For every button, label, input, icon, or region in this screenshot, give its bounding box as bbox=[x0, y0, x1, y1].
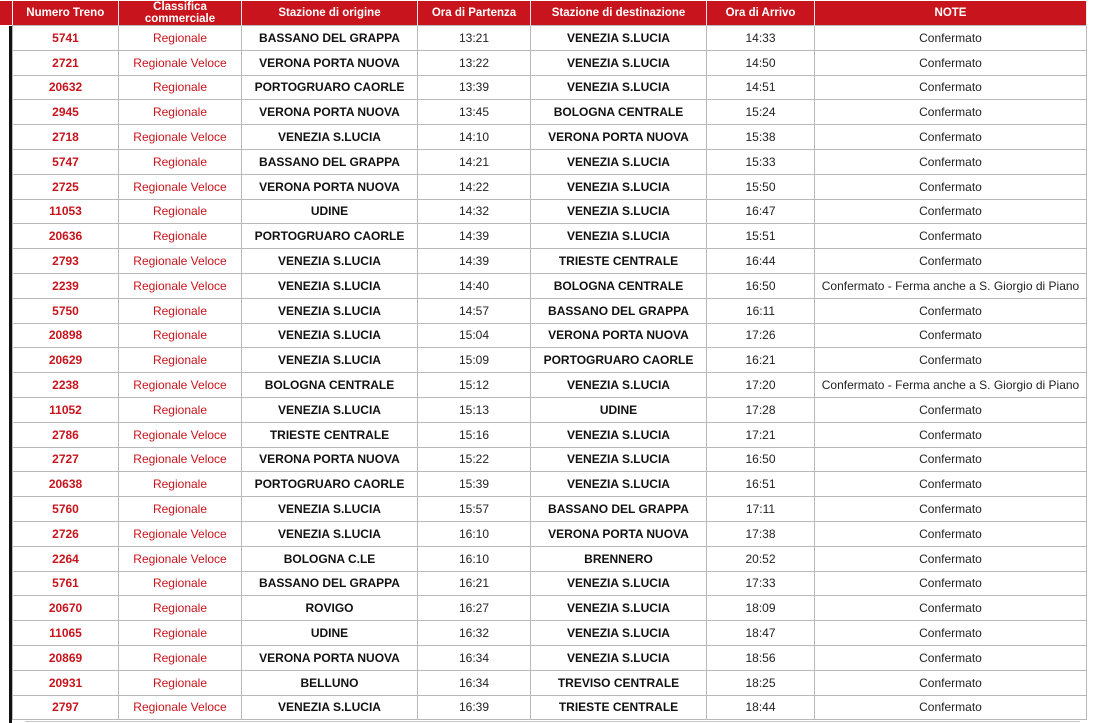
cell-commercial-class: Regionale Veloce bbox=[119, 521, 242, 546]
cell-commercial-class: Regionale bbox=[119, 596, 242, 621]
cell-origin-station: VENEZIA S.LUCIA bbox=[242, 348, 418, 373]
cell-destination-station: VENEZIA S.LUCIA bbox=[531, 621, 707, 646]
cell-departure-time: 13:22 bbox=[418, 50, 531, 75]
table-row[interactable] bbox=[13, 323, 1087, 348]
cell-origin-station: PORTOGRUARO CAORLE bbox=[242, 472, 418, 497]
cell-train-number: 11052 bbox=[13, 397, 119, 422]
cell-destination-station: VENEZIA S.LUCIA bbox=[531, 472, 707, 497]
cell-note: Confermato bbox=[815, 422, 1087, 447]
cell-departure-time: 13:45 bbox=[418, 100, 531, 125]
cell-arrival-time: 16:51 bbox=[707, 472, 815, 497]
cell-departure-time: 15:22 bbox=[418, 447, 531, 472]
cell-destination-station: VENEZIA S.LUCIA bbox=[531, 422, 707, 447]
table-row[interactable] bbox=[13, 174, 1087, 199]
cell-commercial-class: Regionale Veloce bbox=[119, 50, 242, 75]
cell-arrival-time: 16:47 bbox=[707, 199, 815, 224]
cell-commercial-class: Regionale bbox=[119, 348, 242, 373]
table-row[interactable] bbox=[13, 596, 1087, 621]
header-commercial-class[interactable]: Classifica commerciale bbox=[119, 1, 242, 26]
cell-origin-station: VENEZIA S.LUCIA bbox=[242, 521, 418, 546]
cell-departure-time: 14:57 bbox=[418, 298, 531, 323]
cell-departure-time: 15:04 bbox=[418, 323, 531, 348]
cell-destination-station: VENEZIA S.LUCIA bbox=[531, 26, 707, 51]
cell-origin-station: VENEZIA S.LUCIA bbox=[242, 397, 418, 422]
cell-origin-station: VERONA PORTA NUOVA bbox=[242, 100, 418, 125]
cell-commercial-class: Regionale bbox=[119, 497, 242, 522]
cell-train-number: 2945 bbox=[13, 100, 119, 125]
table-row[interactable] bbox=[13, 695, 1087, 720]
cell-origin-station: VENEZIA S.LUCIA bbox=[242, 695, 418, 720]
cell-train-number: 20869 bbox=[13, 645, 119, 670]
cell-departure-time: 15:13 bbox=[418, 397, 531, 422]
cell-train-number: 5747 bbox=[13, 149, 119, 174]
header-row bbox=[13, 1, 1087, 26]
cell-arrival-time: 16:50 bbox=[707, 447, 815, 472]
cell-arrival-time: 17:38 bbox=[707, 521, 815, 546]
cell-origin-station: UDINE bbox=[242, 199, 418, 224]
table-row[interactable] bbox=[13, 224, 1087, 249]
cell-commercial-class: Regionale bbox=[119, 75, 242, 100]
cell-commercial-class: Regionale bbox=[119, 199, 242, 224]
cell-train-number: 5750 bbox=[13, 298, 119, 323]
cell-departure-time: 15:12 bbox=[418, 373, 531, 398]
cell-commercial-class: Regionale Veloce bbox=[119, 373, 242, 398]
table-row[interactable] bbox=[13, 422, 1087, 447]
cell-origin-station: BASSANO DEL GRAPPA bbox=[242, 149, 418, 174]
cell-commercial-class: Regionale bbox=[119, 645, 242, 670]
cell-train-number: 20670 bbox=[13, 596, 119, 621]
header-arrival-time[interactable]: Ora di Arrivo bbox=[707, 1, 815, 26]
cell-train-number: 20636 bbox=[13, 224, 119, 249]
cell-train-number: 2721 bbox=[13, 50, 119, 75]
table-row[interactable] bbox=[13, 397, 1087, 422]
cell-train-number: 20629 bbox=[13, 348, 119, 373]
cell-note: Confermato bbox=[815, 348, 1087, 373]
cell-departure-time: 15:09 bbox=[418, 348, 531, 373]
cell-commercial-class: Regionale bbox=[119, 397, 242, 422]
cell-origin-station: BASSANO DEL GRAPPA bbox=[242, 571, 418, 596]
cell-commercial-class: Regionale Veloce bbox=[119, 174, 242, 199]
cell-note: Confermato bbox=[815, 298, 1087, 323]
cell-commercial-class: Regionale Veloce bbox=[119, 125, 242, 150]
cell-train-number: 2239 bbox=[13, 273, 119, 298]
cell-destination-station: PORTOGRUARO CAORLE bbox=[531, 348, 707, 373]
cell-note: Confermato bbox=[815, 100, 1087, 125]
cell-destination-station: VENEZIA S.LUCIA bbox=[531, 50, 707, 75]
cell-train-number: 11065 bbox=[13, 621, 119, 646]
scroll-edge bbox=[25, 721, 1080, 722]
cell-arrival-time: 15:38 bbox=[707, 125, 815, 150]
cell-departure-time: 13:21 bbox=[418, 26, 531, 51]
cell-origin-station: VENEZIA S.LUCIA bbox=[242, 273, 418, 298]
cell-destination-station: VENEZIA S.LUCIA bbox=[531, 373, 707, 398]
table-row[interactable] bbox=[13, 249, 1087, 274]
cell-origin-station: ROVIGO bbox=[242, 596, 418, 621]
cell-commercial-class: Regionale bbox=[119, 571, 242, 596]
cell-destination-station: VENEZIA S.LUCIA bbox=[531, 224, 707, 249]
cell-departure-time: 16:10 bbox=[418, 521, 531, 546]
cell-departure-time: 14:39 bbox=[418, 224, 531, 249]
cell-origin-station: BELLUNO bbox=[242, 670, 418, 695]
cell-origin-station: VERONA PORTA NUOVA bbox=[242, 174, 418, 199]
cell-arrival-time: 18:47 bbox=[707, 621, 815, 646]
cell-train-number: 2238 bbox=[13, 373, 119, 398]
cell-train-number: 5761 bbox=[13, 571, 119, 596]
cell-origin-station: VERONA PORTA NUOVA bbox=[242, 447, 418, 472]
cell-arrival-time: 18:09 bbox=[707, 596, 815, 621]
cell-note: Confermato bbox=[815, 447, 1087, 472]
cell-origin-station: BASSANO DEL GRAPPA bbox=[242, 26, 418, 51]
cell-arrival-time: 17:26 bbox=[707, 323, 815, 348]
cell-destination-station: VENEZIA S.LUCIA bbox=[531, 75, 707, 100]
cell-departure-time: 13:39 bbox=[418, 75, 531, 100]
cell-origin-station: VENEZIA S.LUCIA bbox=[242, 497, 418, 522]
cell-train-number: 20638 bbox=[13, 472, 119, 497]
cell-note: Confermato bbox=[815, 50, 1087, 75]
cell-train-number: 2727 bbox=[13, 447, 119, 472]
cell-departure-time: 16:21 bbox=[418, 571, 531, 596]
table-row[interactable] bbox=[13, 621, 1087, 646]
cell-origin-station: VERONA PORTA NUOVA bbox=[242, 645, 418, 670]
table-row[interactable] bbox=[13, 348, 1087, 373]
cell-destination-station: VENEZIA S.LUCIA bbox=[531, 174, 707, 199]
cell-arrival-time: 16:11 bbox=[707, 298, 815, 323]
cell-note: Confermato bbox=[815, 670, 1087, 695]
table-row[interactable] bbox=[13, 149, 1087, 174]
cell-note: Confermato bbox=[815, 546, 1087, 571]
cell-departure-time: 16:34 bbox=[418, 670, 531, 695]
cell-note: Confermato bbox=[815, 125, 1087, 150]
cell-departure-time: 16:27 bbox=[418, 596, 531, 621]
header-destination-station[interactable]: Stazione di destinazione bbox=[531, 1, 707, 26]
table-row[interactable] bbox=[13, 125, 1087, 150]
cell-arrival-time: 17:21 bbox=[707, 422, 815, 447]
cell-destination-station: VERONA PORTA NUOVA bbox=[531, 521, 707, 546]
cell-arrival-time: 16:44 bbox=[707, 249, 815, 274]
cell-origin-station: PORTOGRUARO CAORLE bbox=[242, 75, 418, 100]
cell-departure-time: 15:39 bbox=[418, 472, 531, 497]
cell-train-number: 5760 bbox=[13, 497, 119, 522]
cell-note: Confermato bbox=[815, 199, 1087, 224]
cell-destination-station: VENEZIA S.LUCIA bbox=[531, 596, 707, 621]
cell-arrival-time: 15:51 bbox=[707, 224, 815, 249]
cell-origin-station: VENEZIA S.LUCIA bbox=[242, 298, 418, 323]
table-row[interactable] bbox=[13, 497, 1087, 522]
cell-origin-station: VENEZIA S.LUCIA bbox=[242, 249, 418, 274]
cell-note: Confermato bbox=[815, 695, 1087, 720]
cell-destination-station: UDINE bbox=[531, 397, 707, 422]
cell-destination-station: TRIESTE CENTRALE bbox=[531, 249, 707, 274]
cell-arrival-time: 16:21 bbox=[707, 348, 815, 373]
cell-destination-station: BASSANO DEL GRAPPA bbox=[531, 298, 707, 323]
cell-departure-time: 14:40 bbox=[418, 273, 531, 298]
cell-destination-station: VENEZIA S.LUCIA bbox=[531, 447, 707, 472]
cell-commercial-class: Regionale Veloce bbox=[119, 695, 242, 720]
table-row[interactable] bbox=[13, 670, 1087, 695]
cell-commercial-class: Regionale bbox=[119, 621, 242, 646]
cell-train-number: 2786 bbox=[13, 422, 119, 447]
cell-commercial-class: Regionale bbox=[119, 149, 242, 174]
cell-commercial-class: Regionale bbox=[119, 224, 242, 249]
cell-destination-station: VENEZIA S.LUCIA bbox=[531, 199, 707, 224]
cell-train-number: 5741 bbox=[13, 26, 119, 51]
table-row[interactable] bbox=[13, 521, 1087, 546]
header-notes[interactable]: NOTE bbox=[815, 1, 1087, 26]
cell-train-number: 2793 bbox=[13, 249, 119, 274]
cell-note: Confermato bbox=[815, 323, 1087, 348]
cell-origin-station: BOLOGNA C.LE bbox=[242, 546, 418, 571]
cell-arrival-time: 17:28 bbox=[707, 397, 815, 422]
cell-destination-station: BOLOGNA CENTRALE bbox=[531, 273, 707, 298]
cell-departure-time: 16:10 bbox=[418, 546, 531, 571]
cell-commercial-class: Regionale bbox=[119, 323, 242, 348]
cell-note: Confermato bbox=[815, 149, 1087, 174]
cell-arrival-time: 17:11 bbox=[707, 497, 815, 522]
cell-destination-station: TREVISO CENTRALE bbox=[531, 670, 707, 695]
cell-destination-station: VENEZIA S.LUCIA bbox=[531, 149, 707, 174]
cell-train-number: 11053 bbox=[13, 199, 119, 224]
cell-commercial-class: Regionale Veloce bbox=[119, 273, 242, 298]
cell-commercial-class: Regionale bbox=[119, 298, 242, 323]
table-header bbox=[13, 1, 1087, 26]
cell-commercial-class: Regionale Veloce bbox=[119, 447, 242, 472]
cell-arrival-time: 18:25 bbox=[707, 670, 815, 695]
table-row[interactable] bbox=[13, 571, 1087, 596]
cell-commercial-class: Regionale Veloce bbox=[119, 422, 242, 447]
cell-destination-station: TRIESTE CENTRALE bbox=[531, 695, 707, 720]
cell-departure-time: 14:10 bbox=[418, 125, 531, 150]
cell-commercial-class: Regionale bbox=[119, 100, 242, 125]
cell-train-number: 2264 bbox=[13, 546, 119, 571]
cell-commercial-class: Regionale bbox=[119, 472, 242, 497]
table-row[interactable] bbox=[13, 546, 1087, 571]
cell-destination-station: BRENNERO bbox=[531, 546, 707, 571]
cell-origin-station: UDINE bbox=[242, 621, 418, 646]
cell-note: Confermato bbox=[815, 621, 1087, 646]
table-row[interactable] bbox=[13, 199, 1087, 224]
cell-destination-station: VENEZIA S.LUCIA bbox=[531, 571, 707, 596]
cell-origin-station: PORTOGRUARO CAORLE bbox=[242, 224, 418, 249]
cell-note: Confermato bbox=[815, 596, 1087, 621]
cell-note: Confermato bbox=[815, 249, 1087, 274]
cell-arrival-time: 16:50 bbox=[707, 273, 815, 298]
header-origin-station[interactable]: Stazione di origine bbox=[242, 1, 418, 26]
cell-train-number: 2797 bbox=[13, 695, 119, 720]
header-train-number[interactable]: Numero Treno bbox=[13, 1, 119, 26]
table-row[interactable] bbox=[13, 273, 1087, 298]
cell-note: Confermato bbox=[815, 571, 1087, 596]
cell-departure-time: 14:39 bbox=[418, 249, 531, 274]
cell-train-number: 20632 bbox=[13, 75, 119, 100]
cell-note: Confermato bbox=[815, 645, 1087, 670]
cell-note: Confermato bbox=[815, 174, 1087, 199]
table-row[interactable] bbox=[13, 298, 1087, 323]
table-row[interactable] bbox=[13, 472, 1087, 497]
cell-arrival-time: 14:33 bbox=[707, 26, 815, 51]
cell-commercial-class: Regionale Veloce bbox=[119, 546, 242, 571]
table-row[interactable] bbox=[13, 645, 1087, 670]
cell-origin-station: VENEZIA S.LUCIA bbox=[242, 125, 418, 150]
cell-note: Confermato bbox=[815, 472, 1087, 497]
cell-origin-station: VERONA PORTA NUOVA bbox=[242, 50, 418, 75]
cell-commercial-class: Regionale Veloce bbox=[119, 249, 242, 274]
cell-arrival-time: 17:20 bbox=[707, 373, 815, 398]
cell-departure-time: 15:57 bbox=[418, 497, 531, 522]
cell-destination-station: BASSANO DEL GRAPPA bbox=[531, 497, 707, 522]
cell-departure-time: 16:34 bbox=[418, 645, 531, 670]
cell-train-number: 20931 bbox=[13, 670, 119, 695]
cell-departure-time: 14:22 bbox=[418, 174, 531, 199]
cell-arrival-time: 18:44 bbox=[707, 695, 815, 720]
cell-destination-station: BOLOGNA CENTRALE bbox=[531, 100, 707, 125]
cell-commercial-class: Regionale bbox=[119, 670, 242, 695]
cell-departure-time: 15:16 bbox=[418, 422, 531, 447]
cell-arrival-time: 20:52 bbox=[707, 546, 815, 571]
cell-commercial-class: Regionale bbox=[119, 26, 242, 51]
cell-destination-station: VERONA PORTA NUOVA bbox=[531, 323, 707, 348]
cell-arrival-time: 15:24 bbox=[707, 100, 815, 125]
cell-train-number: 2725 bbox=[13, 174, 119, 199]
cell-destination-station: VENEZIA S.LUCIA bbox=[531, 645, 707, 670]
cell-note: Confermato - Ferma anche a S. Giorgio di Piano bbox=[815, 373, 1087, 398]
header-departure-time[interactable]: Ora di Partenza bbox=[418, 1, 531, 26]
cell-train-number: 2718 bbox=[13, 125, 119, 150]
cell-train-number: 2726 bbox=[13, 521, 119, 546]
cell-note: Confermato bbox=[815, 224, 1087, 249]
cell-note: Confermato bbox=[815, 497, 1087, 522]
table-row[interactable] bbox=[13, 447, 1087, 472]
table-row[interactable] bbox=[13, 50, 1087, 75]
train-timetable bbox=[12, 1, 1087, 720]
cell-train-number: 20898 bbox=[13, 323, 119, 348]
cell-arrival-time: 15:33 bbox=[707, 149, 815, 174]
cell-arrival-time: 18:56 bbox=[707, 645, 815, 670]
table-row[interactable] bbox=[13, 26, 1087, 51]
table-body bbox=[13, 26, 1087, 720]
cell-departure-time: 14:32 bbox=[418, 199, 531, 224]
cell-departure-time: 16:39 bbox=[418, 695, 531, 720]
cell-arrival-time: 17:33 bbox=[707, 571, 815, 596]
cell-origin-station: TRIESTE CENTRALE bbox=[242, 422, 418, 447]
cell-note: Confermato bbox=[815, 26, 1087, 51]
table-row[interactable] bbox=[13, 100, 1087, 125]
header-band bbox=[0, 1, 12, 25]
cell-departure-time: 14:21 bbox=[418, 149, 531, 174]
table-row[interactable] bbox=[13, 373, 1087, 398]
cell-destination-station: VERONA PORTA NUOVA bbox=[531, 125, 707, 150]
cell-arrival-time: 14:50 bbox=[707, 50, 815, 75]
cell-departure-time: 16:32 bbox=[418, 621, 531, 646]
cell-note: Confermato - Ferma anche a S. Giorgio di Piano bbox=[815, 273, 1087, 298]
cell-note: Confermato bbox=[815, 521, 1087, 546]
cell-origin-station: VENEZIA S.LUCIA bbox=[242, 323, 418, 348]
cell-origin-station: BOLOGNA CENTRALE bbox=[242, 373, 418, 398]
cell-arrival-time: 15:50 bbox=[707, 174, 815, 199]
table-row[interactable] bbox=[13, 75, 1087, 100]
cell-note: Confermato bbox=[815, 397, 1087, 422]
cell-arrival-time: 14:51 bbox=[707, 75, 815, 100]
cell-note: Confermato bbox=[815, 75, 1087, 100]
